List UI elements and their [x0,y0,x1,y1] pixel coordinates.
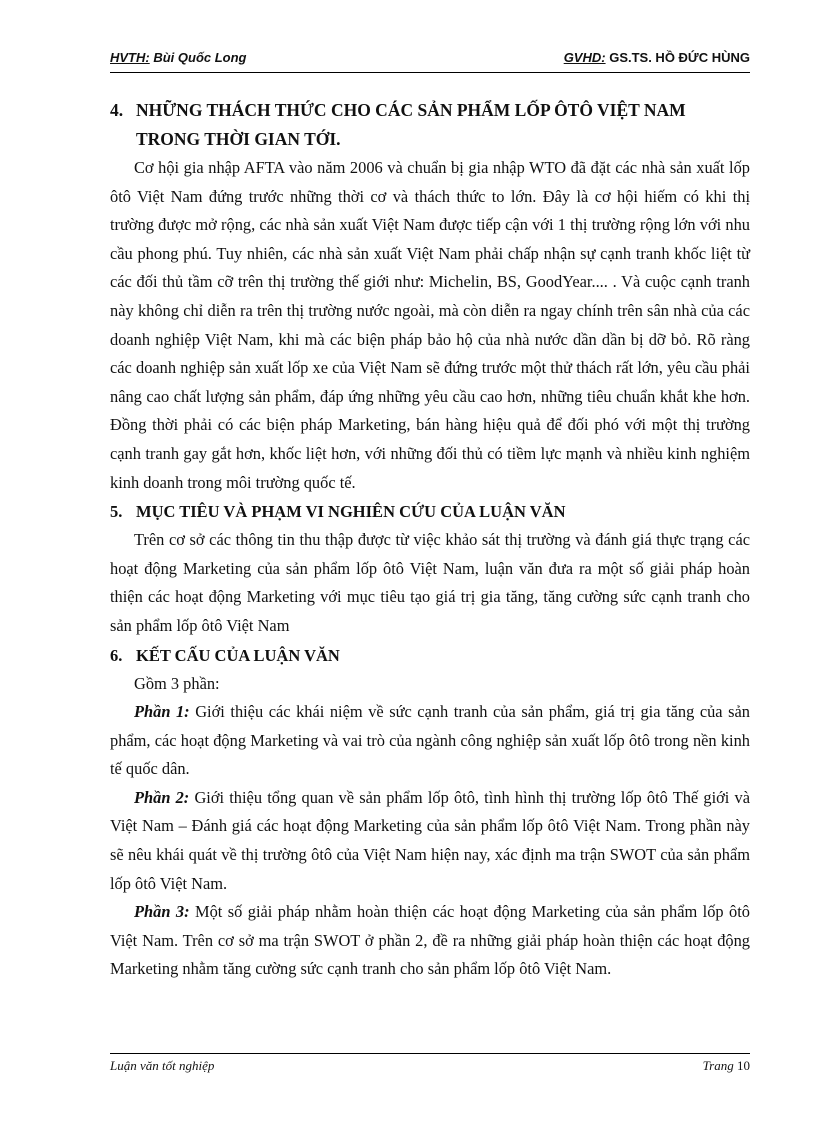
part-text: Giới thiệu các khái niệm về sức cạnh tranh của sản phẩm, giá trị gia tăng của sản phẩm, các hoạt động Marketing và vai trò của ngành công nghiệp sản xuất lốp ôtô trong nền kinh tế quốc dân. [110,702,750,779]
header-right [564,50,750,72]
section-4-body: Cơ hội gia nhập AFTA vào năm 2006 và chuẩn bị gia nhập WTO đã đặt các nhà sản xuất lốp ôtô Việt Nam đứng trước những thời cơ và thách thức to lớn. Đây là cơ hội hiếm có khi thị trường được mở rộng, các nhà sản xuất Việt Nam được tiếp cận với 1 thị trường rộng lớn với nhu cầu phong phú. Tuy nhiên, các nhà sản xuất Việt Nam phải chấp nhận sự cạnh tranh khốc liệt từ các đối thủ tầm cỡ trên thị trường thế giới như: Michelin, BS, GoodYear.... . Và cuộc cạnh tranh này không chỉ diễn ra trên thị trường nước ngoài, mà còn diễn ra ngay chính trên sân nhà của các doanh nghiệp Việt Nam, khi mà các biện pháp bảo hộ của nhà nước dần dần bị dỡ bỏ. Rõ ràng các doanh nghiệp sản xuất lốp xe của Việt Nam sẽ đứng trước một thử thách rất lớn, yêu cầu phải nâng cao chất lượng sản phẩm, đáp ứng những yêu cầu cao hơn, những tiêu chuẩn khắt khe hơn. Đồng thời phải có các biện pháp Marketing, bán hàng hiệu quả để đối phó với một thị trường cạnh tranh gay gắt hơn, khốc liệt hơn, với những đối thủ có tiềm lực mạnh và nhiều kinh nghiệm kinh doanh trong môi trường quốc tế. [110,158,750,492]
section-title: MỤC TIÊU VÀ PHẠM VI NGHIÊN CỨU CỦA LUẬN VĂN [136,502,566,522]
section-5-body: Trên cơ sở các thông tin thu thập được từ việc khảo sát thị trường và đánh giá thực trạng các hoạt động Marketing của sản phẩm lốp ôtô Việt Nam, luận văn đưa ra một số giải pháp hoàn thiện các hoạt động Marketing với mục tiêu tạo giá trị gia tăng, tăng cường sức cạnh tranh cho sản phẩm lốp ôtô Việt Nam [110,530,750,635]
student-label: HVTH: [110,50,150,65]
advisor-name: GS.TS. HỒ ĐỨC HÙNG [609,50,750,65]
page-footer [110,1053,750,1074]
page-word: Trang [702,1058,734,1073]
section-4-heading [110,96,750,154]
part-label: Phần 2: [134,787,190,807]
advisor-label: GVHD: [563,50,606,65]
part-1-paragraph [110,698,750,784]
page-number-group [703,1058,750,1074]
page-number: 10 [737,1058,750,1073]
part-label: Phần 3: [134,902,190,922]
student-name: Bùi Quốc Long [153,50,247,65]
section-5-heading [110,497,750,526]
part-3-paragraph [110,898,750,984]
footer-thesis-label: Luận văn tốt nghiệp [110,1058,215,1073]
section-title: KẾT CẤU CỦA LUẬN VĂN [136,645,340,665]
section-number: 6. [110,645,123,665]
page-header [110,50,750,73]
page-content [110,96,750,984]
header-left [110,50,247,72]
part-text: Một số giải pháp nhằm hoàn thiện các hoạt động Marketing của sản phẩm lốp ôtô Việt Nam. Trên cơ sở ma trận SWOT ở phần 2, đề ra những giải pháp hoàn thiện các hoạt động Marketing nhằm tăng cường sức cạnh tranh cho sản phẩm lốp ôtô Việt Nam. [110,902,750,979]
section-title: NHỮNG THÁCH THỨC CHO CÁC SẢN PHẨM LỐP ÔTÔ VIỆT NAM TRONG THỜI GIAN TỚI. [136,100,686,149]
section-6-intro: Gồm 3 phần: [134,673,220,693]
section-6-heading [110,641,750,670]
section-number: 4. [110,100,124,120]
part-label: Phần 1: [134,702,190,722]
section-number: 5. [110,502,123,522]
part-text: Giới thiệu tổng quan về sản phẩm lốp ôtô, tình hình thị trường lốp ôtô Thế giới và Việt Nam – Đánh giá các hoạt động Marketing của sản phẩm lốp ôtô Việt Nam. Trong phần này sẽ nêu khái quát về thị trường ôtô của Việt Nam hiện nay, xác định ma trận SWOT của sản phẩm lốp ôtô Việt Nam. [110,787,750,893]
part-2-paragraph [110,784,750,898]
